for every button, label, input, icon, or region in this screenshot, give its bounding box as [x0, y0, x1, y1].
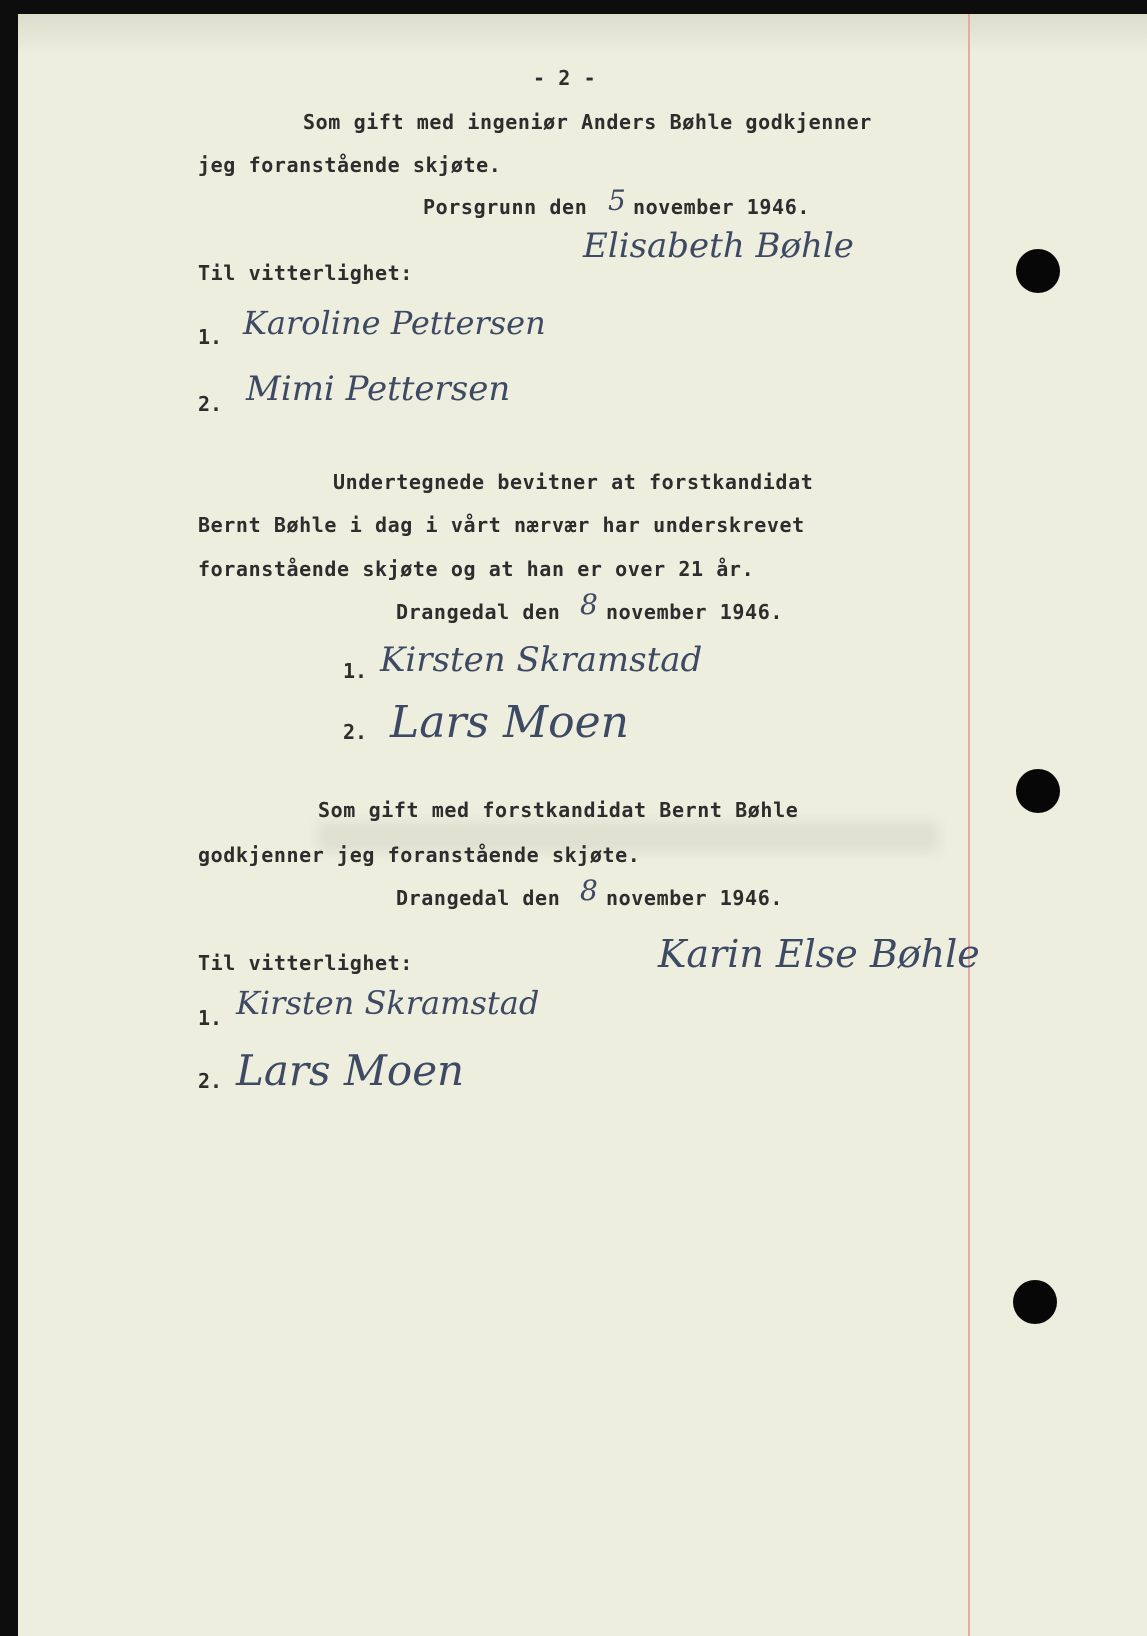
- section1-date-day: 5: [608, 184, 626, 217]
- signature-karin-else: Karin Else Bøhle: [658, 932, 980, 976]
- section3-witness-1-signature: Kirsten Skramstad: [236, 984, 540, 1022]
- punch-hole-bottom: [1013, 1280, 1057, 1324]
- section2-witness-1-signature: Kirsten Skramstad: [380, 640, 703, 680]
- section2-witness-1-number: 1.: [343, 659, 368, 683]
- section1-line1: Som gift med ingeniør Anders Bøhle godkjenner: [303, 110, 872, 134]
- section2-line3: foranstående skjøte og at han er over 21 år.: [198, 557, 755, 581]
- section1-line2: jeg foranstående skjøte.: [198, 153, 502, 177]
- document-page: [18, 14, 1147, 1636]
- section3-place: Drangedal den: [396, 886, 561, 910]
- section3-witness-1-number: 1.: [198, 1006, 223, 1030]
- section2-witness-2-number: 2.: [343, 720, 368, 744]
- section2-line2: Bernt Bøhle i dag i vårt nærvær har underskrevet: [198, 513, 805, 537]
- signature-elisabeth: Elisabeth Bøhle: [583, 226, 854, 266]
- section2-place: Drangedal den: [396, 600, 561, 624]
- section1-witness-2-number: 2.: [198, 392, 223, 416]
- punch-hole-top: [1016, 249, 1060, 293]
- section2-line1: Undertegnede bevitner at forstkandidat: [333, 470, 814, 494]
- section3-witness-2-number: 2.: [198, 1069, 223, 1093]
- section1-witness-1-signature: Karoline Pettersen: [243, 304, 546, 342]
- section2-date-rest: november 1946.: [606, 600, 783, 624]
- section3-line1: Som gift med forstkandidat Bernt Bøhle: [318, 798, 799, 822]
- section2-witness-2-signature: Lars Moen: [390, 697, 629, 748]
- section1-witness-1-number: 1.: [198, 325, 223, 349]
- section3-date-day: 8: [580, 874, 598, 907]
- section3-witness-2-signature: Lars Moen: [236, 1046, 465, 1095]
- section1-witness-2-signature: Mimi Pettersen: [246, 369, 511, 409]
- punch-hole-middle: [1016, 769, 1060, 813]
- page-number: - 2 -: [533, 66, 597, 90]
- section1-place: Porsgrunn den: [423, 195, 588, 219]
- section1-witness-heading: Til vitterlighet:: [198, 261, 413, 285]
- section3-witness-heading: Til vitterlighet:: [198, 951, 413, 975]
- section3-date-rest: november 1946.: [606, 886, 783, 910]
- section1-date-rest: november 1946.: [633, 195, 810, 219]
- page-shadow: [18, 14, 1147, 54]
- section3-line2: godkjenner jeg foranstående skjøte.: [198, 843, 641, 867]
- section2-date-day: 8: [580, 588, 598, 621]
- red-margin-line: [968, 14, 970, 1636]
